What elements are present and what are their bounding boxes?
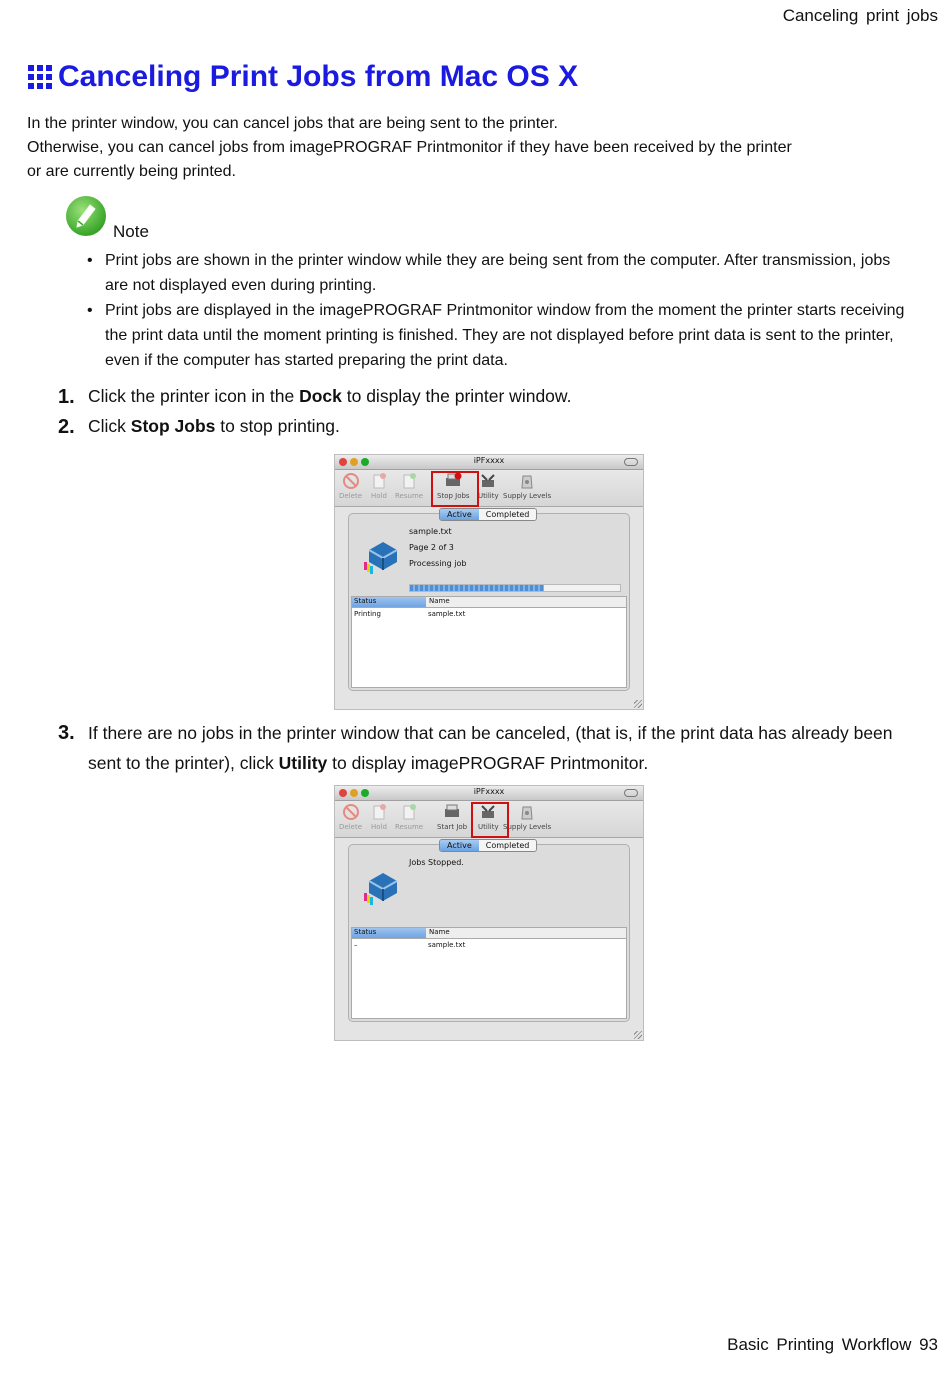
step-2 — [58, 416, 340, 439]
toolbar-label: Utility — [478, 492, 499, 500]
job-tabs — [439, 839, 537, 852]
row-status: – — [354, 940, 358, 949]
note-label: Note — [113, 222, 149, 241]
job-info — [409, 524, 466, 572]
supply-levels-icon — [518, 472, 536, 490]
start-job-button[interactable] — [437, 803, 467, 831]
column-name[interactable]: Name — [426, 928, 626, 938]
resize-handle[interactable] — [634, 1031, 642, 1039]
note-pencil-icon — [66, 196, 106, 236]
progress-fill — [410, 585, 544, 591]
step-keyword: Dock — [299, 386, 342, 406]
toolbar-label: Delete — [339, 823, 362, 831]
window-title: iPFxxxx — [473, 787, 505, 796]
toolbar-label: Utility — [478, 823, 499, 831]
column-status[interactable]: Status — [352, 928, 426, 938]
window-toolbar — [335, 470, 643, 507]
note-bullets — [87, 248, 907, 373]
resume-button[interactable] — [395, 472, 423, 500]
table-row[interactable] — [352, 608, 626, 619]
step-1 — [58, 386, 571, 409]
hold-icon — [370, 472, 388, 490]
toolbar-toggle-icon[interactable] — [624, 458, 638, 466]
toolbar-label: Hold — [371, 492, 387, 500]
list-item: • Print jobs are displayed in the imagePROGRAF Printmonitor window from the moment the printer starts receiving the print data until the moment printing is finished. They are not displayed before print data is sent to the printer, even if the computer has started preparing the print data. — [87, 298, 907, 373]
page-footer: Basic Printing Workflow 93 — [727, 1335, 938, 1354]
intro-line: In the printer window, you can cancel jobs that are being sent to the printer. — [27, 115, 558, 132]
toolbar-label: Hold — [371, 823, 387, 831]
step-text: to display the printer window. — [341, 386, 572, 406]
job-status-text: Jobs Stopped. — [409, 858, 464, 867]
job-status-text: Processing job — [409, 559, 467, 568]
step-text: If there are no jobs in the printer window that can be canceled, (that is, if the print data has already been sent to the printer), click — [88, 723, 893, 773]
toolbar-toggle-icon[interactable] — [624, 789, 638, 797]
window-title: iPFxxxx — [473, 456, 505, 465]
step-text: to display imagePROGRAF Printmonitor. — [327, 753, 649, 773]
printer-icon — [443, 803, 461, 821]
resize-handle[interactable] — [634, 700, 642, 708]
toolbar-label: Start Job — [437, 823, 468, 831]
intro-line: Otherwise, you can cancel jobs from imagePROGRAF Printmonitor if they have been received by the printer — [27, 139, 792, 156]
job-progress-bar — [409, 584, 621, 592]
window-toolbar — [335, 801, 643, 838]
jobs-table — [351, 927, 627, 1019]
page-title: Canceling Print Jobs from Mac OS X — [58, 60, 579, 93]
supply-levels-icon — [518, 803, 536, 821]
window-titlebar — [335, 786, 643, 801]
table-header — [352, 597, 626, 608]
tab-completed[interactable]: Completed — [479, 840, 537, 851]
column-status[interactable]: Status — [352, 597, 426, 607]
utility-highlight — [471, 802, 509, 838]
toolbar-label: Supply Levels — [503, 823, 552, 831]
intro-paragraph — [27, 112, 907, 184]
resume-button[interactable] — [395, 803, 423, 831]
toolbar-label: Supply Levels — [503, 492, 552, 500]
tab-active[interactable]: Active — [440, 840, 479, 851]
printer-icon — [363, 867, 403, 907]
step-number: 2. — [58, 416, 75, 438]
jobs-pane — [348, 841, 630, 1022]
step-text: Click — [88, 416, 131, 436]
bullet-text: Print jobs are shown in the printer window while they are being sent from the computer. After transmission, jobs are not displayed even during printing. — [105, 252, 891, 294]
grid-icon — [28, 65, 52, 89]
printer-window-screenshot — [334, 785, 644, 1041]
delete-icon — [342, 472, 360, 490]
row-name: sample.txt — [428, 609, 466, 618]
step-text: Click the printer icon in the — [88, 386, 300, 406]
toolbar-label: Resume — [395, 823, 424, 831]
running-header: Canceling print jobs — [782, 6, 938, 25]
utility-button[interactable] — [478, 472, 499, 500]
job-tabs — [439, 508, 537, 521]
table-row[interactable] — [352, 939, 626, 950]
supply-levels-button[interactable] — [503, 803, 551, 831]
row-status: Printing — [354, 609, 381, 618]
column-name[interactable]: Name — [426, 597, 626, 607]
job-info — [409, 855, 464, 871]
printer-icon — [363, 536, 403, 576]
utility-icon — [479, 472, 497, 490]
jobs-table — [351, 596, 627, 688]
row-name: sample.txt — [428, 940, 466, 949]
delete-icon — [342, 803, 360, 821]
stop-jobs-highlight — [431, 471, 479, 507]
delete-button[interactable] — [339, 472, 362, 500]
window-titlebar — [335, 455, 643, 470]
step-keyword: Stop Jobs — [130, 416, 216, 436]
list-item: • Print jobs are shown in the printer window while they are being sent from the computer. After transmission, jobs are not displayed even during printing. — [87, 248, 907, 298]
section-heading — [28, 60, 578, 94]
job-page: Page 2 of 3 — [409, 543, 454, 552]
supply-levels-button[interactable] — [503, 472, 551, 500]
hold-button[interactable] — [370, 472, 388, 500]
step-number: 3. — [58, 722, 75, 744]
resume-icon — [400, 472, 418, 490]
step-text: to stop printing. — [215, 416, 340, 436]
intro-line: or are currently being printed. — [27, 163, 236, 180]
delete-button[interactable] — [339, 803, 362, 831]
resume-icon — [400, 803, 418, 821]
toolbar-label: Resume — [395, 492, 424, 500]
hold-button[interactable] — [370, 803, 388, 831]
jobs-pane — [348, 510, 630, 691]
hold-icon — [370, 803, 388, 821]
toolbar-label: Delete — [339, 492, 362, 500]
toolbar-label: Stop Jobs — [437, 492, 470, 500]
table-header — [352, 928, 626, 939]
tab-active[interactable]: Active — [440, 509, 479, 520]
step-keyword: Utility — [278, 753, 328, 773]
job-file-name: sample.txt — [409, 527, 452, 536]
tab-completed[interactable]: Completed — [479, 509, 537, 520]
step-number: 1. — [58, 386, 75, 408]
bullet-text: Print jobs are displayed in the imagePROGRAF Printmonitor window from the moment the printer starts receiving the print data until the moment printing is finished. They are not displayed before print data is sent to the printer, even if the computer has started preparing the print data. — [105, 302, 905, 369]
step-3 — [58, 718, 898, 778]
printer-window-screenshot — [334, 454, 644, 710]
